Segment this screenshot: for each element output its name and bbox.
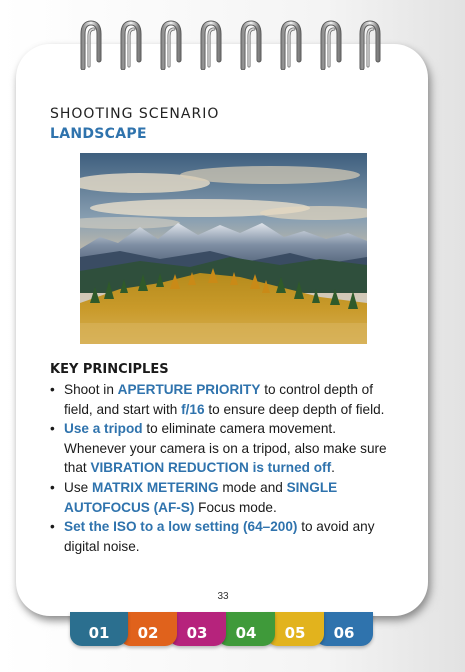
- principle-text: Focus mode.: [194, 499, 277, 515]
- highlighted-term: Use a tripod: [64, 421, 143, 437]
- landscape-photo: [80, 153, 367, 344]
- spiral-binding: [0, 0, 465, 80]
- highlighted-term: MATRIX METERING: [91, 479, 219, 495]
- principle-text: to ensure deep depth of field.: [204, 401, 385, 417]
- principle-item: [50, 478, 400, 517]
- highlighted-term: f/16: [181, 401, 205, 417]
- principle-text: mode and: [218, 479, 287, 495]
- binding-ring: [118, 20, 144, 70]
- principle-text: Use: [64, 479, 92, 495]
- principle-item: [50, 517, 400, 556]
- scenario-label: SHOOTING SCENARIO: [50, 106, 220, 122]
- principle-text: .: [331, 460, 335, 476]
- principle-text: to eliminate camera movement. Whenever your camera is on a tripod, also make sure that: [64, 421, 387, 476]
- chapter-tab-01[interactable]: 01: [70, 612, 128, 646]
- chapter-tab-03[interactable]: 03: [168, 612, 226, 646]
- principle-text: to avoid any digital noise.: [64, 519, 375, 554]
- chapter-tab-02[interactable]: 02: [119, 612, 177, 646]
- binding-ring: [198, 20, 224, 70]
- binding-ring: [357, 20, 383, 70]
- binding-ring: [278, 20, 304, 70]
- binding-ring: [318, 20, 344, 70]
- chapter-tab-05[interactable]: 05: [266, 612, 324, 646]
- key-principles-list: [50, 380, 400, 556]
- chapter-tabs: [70, 612, 380, 648]
- chapter-tab-04[interactable]: 04: [217, 612, 275, 646]
- binding-ring: [78, 20, 104, 70]
- highlighted-term: APERTURE PRIORITY: [117, 382, 261, 397]
- principle-item: [50, 380, 400, 419]
- binding-ring: [158, 20, 184, 70]
- page-number: 33: [217, 591, 229, 602]
- principle-text: to control depth of field, and start with: [64, 382, 374, 417]
- scenario-title: LANDSCAPE: [50, 126, 147, 142]
- chapter-tab-06[interactable]: 06: [315, 612, 373, 646]
- highlighted-term: Set the ISO to a low setting (64–200): [64, 519, 298, 535]
- key-principles-heading: KEY PRINCIPLES: [50, 362, 169, 377]
- principle-item: [50, 419, 400, 478]
- binding-ring: [238, 20, 264, 70]
- highlighted-term: VIBRATION REDUCTION is turned off: [90, 460, 332, 476]
- highlighted-term: SINGLE AUTOFOCUS (AF-S): [64, 479, 338, 515]
- principle-text: Shoot in: [64, 382, 118, 397]
